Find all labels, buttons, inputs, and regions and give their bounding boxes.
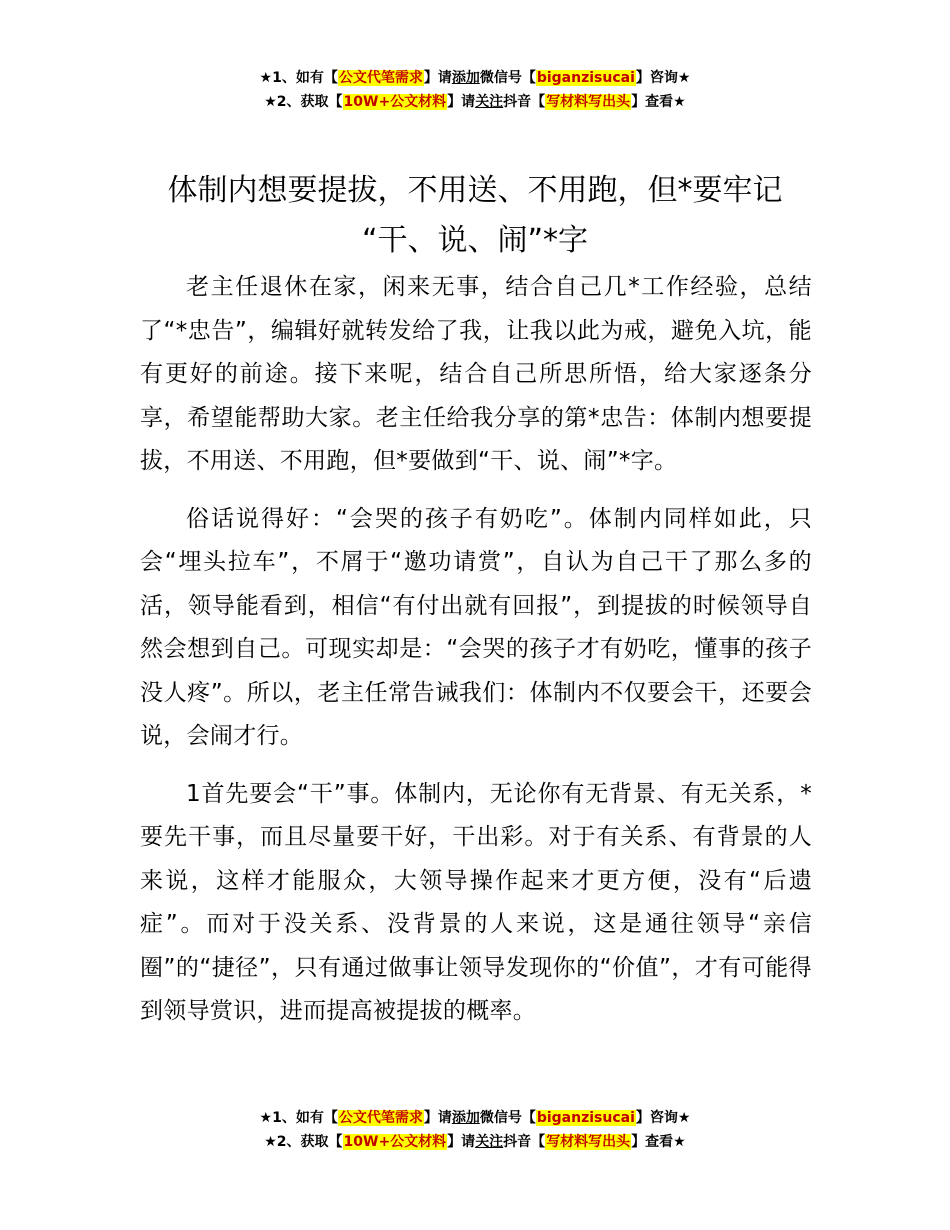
banner-text: 】请 <box>423 70 452 86</box>
document-title <box>100 166 850 266</box>
header-banner <box>0 66 950 114</box>
banner-line-1 <box>0 1106 950 1130</box>
banner-text: ★1、如有【 <box>259 1110 338 1126</box>
banner-text: 】咨询★ <box>635 1110 691 1126</box>
banner-highlight: biganzisucai <box>536 70 635 86</box>
banner-text: 】请 <box>447 1134 476 1150</box>
paragraph-3: 1首先要会“干”事。体制内，无论你有无背景、有无关系，*要先干事，而且尽量要干好，干出彩。对于有关系、有背景的人来说，这样才能服众，大领导操作起来才更方便，没有“后遗症”。而对于没关系、没背景的人来说，这是通往领导“亲信圈”的“捷径”，只有通过做事让领导发现你的“价值”，才有可能得到领导赏识，进而提高被提拔的概率。 <box>140 780 812 1024</box>
title-line-1: 体制内想要提拔，不用送、不用跑，但*要牢记 <box>167 173 783 208</box>
document-body <box>140 266 812 1048</box>
banner-underlined-text: 添加 <box>451 70 480 86</box>
banner-highlight: 10W+公文材料 <box>343 1134 447 1150</box>
banner-highlight: 写材料写出头 <box>546 1134 631 1150</box>
banner-underlined-text: 添加 <box>451 1110 480 1126</box>
banner-line-1 <box>0 66 950 90</box>
banner-line-2 <box>0 1130 950 1154</box>
banner-underlined-text: 关注 <box>475 94 504 110</box>
banner-line-2 <box>0 90 950 114</box>
banner-text: 抖音【 <box>503 94 546 110</box>
banner-text: 】查看★ <box>631 1134 686 1150</box>
banner-text: 】查看★ <box>631 94 686 110</box>
banner-highlight: 10W+公文材料 <box>343 94 447 110</box>
banner-text: 】请 <box>447 94 476 110</box>
banner-highlight: biganzisucai <box>536 1110 635 1126</box>
banner-text: 微信号【 <box>479 1110 536 1126</box>
banner-text: 微信号【 <box>479 70 536 86</box>
banner-text: 】咨询★ <box>635 70 691 86</box>
banner-text: 抖音【 <box>503 1134 546 1150</box>
title-line-2: “干、说、闹”*字 <box>361 223 589 258</box>
banner-highlight: 公文代笔需求 <box>338 70 423 86</box>
banner-text: ★1、如有【 <box>259 70 338 86</box>
banner-highlight: 写材料写出头 <box>546 94 631 110</box>
banner-text: 】请 <box>423 1110 452 1126</box>
banner-text: ★2、获取【 <box>264 1134 343 1150</box>
paragraph-2: 俗话说得好：“会哭的孩子有奶吃”。体制内同样如此，只会“埋头拉车”，不屑于“邀功请赏”，自认为自己干了那么多的活，领导能看到，相信“有付出就有回报”，到提拔的时候领导自然会想到自己。可现实却是：“会哭的孩子才有奶吃，懂事的孩子没人疼”。所以，老主任常告诫我们：体制内不仅要会干，还要会说，会闹才行。 <box>140 505 812 749</box>
banner-highlight: 公文代笔需求 <box>338 1110 423 1126</box>
banner-text: ★2、获取【 <box>264 94 343 110</box>
banner-underlined-text: 关注 <box>475 1134 504 1150</box>
paragraph-1: 老主任退休在家，闲来无事，结合自己几*工作经验，总结了“*忠告”，编辑好就转发给了我，让我以此为戒，避免入坑，能有更好的前途。接下来呢，结合自己所思所悟，给大家逐条分享，希望能帮助大家。老主任给我分享的第*忠告：体制内想要提拔，不用送、不用跑，但*要做到“干、说、闹”*字。 <box>140 274 812 474</box>
footer-banner <box>0 1106 950 1154</box>
